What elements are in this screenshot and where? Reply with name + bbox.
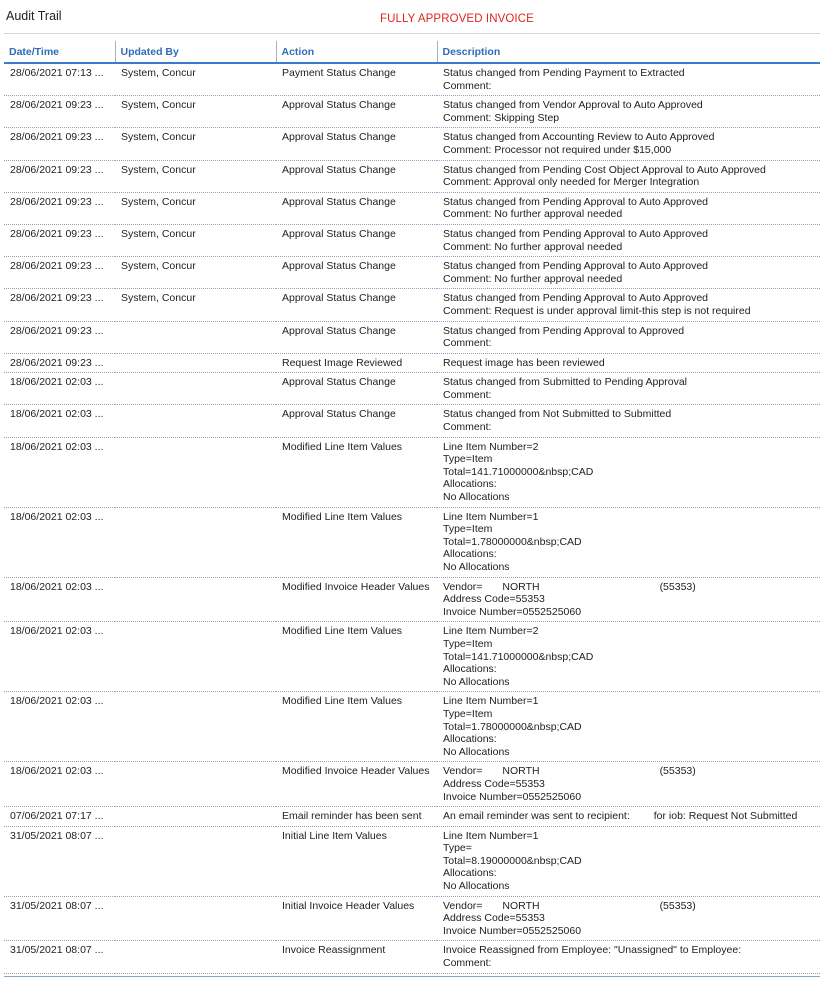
description-line: Address Code=55353 (443, 912, 545, 925)
description-line: Comment: (443, 421, 492, 434)
email-reminder-text: An email reminder was sent to recipient: (443, 810, 630, 823)
cell-description (437, 807, 820, 827)
description-line: Status changed from Pending Approval to Auto Approved (443, 292, 709, 305)
cell-description (437, 507, 820, 577)
cell-datetime: 31/05/2021 08:07 ... (4, 896, 115, 941)
column-header-description[interactable]: Description (437, 41, 820, 63)
cell-description (437, 373, 820, 405)
table-header-row (4, 41, 820, 63)
cell-updated-by (115, 507, 276, 577)
description-line: Status changed from Not Submitted to Submitted (443, 408, 672, 421)
cell-datetime: 18/06/2021 02:03 ... (4, 437, 115, 507)
cell-updated-by (115, 353, 276, 373)
description-line: Allocations: (443, 663, 497, 676)
cell-datetime: 18/06/2021 02:03 ... (4, 622, 115, 692)
vendor-label: Vendor= (443, 899, 483, 912)
cell-datetime: 28/06/2021 09:23 ... (4, 224, 115, 256)
cell-updated-by (115, 762, 276, 807)
description-line: Total=1.78000000&nbsp;CAD (443, 535, 582, 548)
audit-trail-table (4, 41, 820, 974)
cell-datetime: 28/06/2021 09:23 ... (4, 192, 115, 224)
cell-updated-by (115, 577, 276, 622)
cell-action: Modified Line Item Values (276, 437, 437, 507)
cell-action: Approval Status Change (276, 128, 437, 160)
table-row[interactable] (4, 507, 820, 577)
table-row[interactable] (4, 692, 820, 762)
cell-action: Approval Status Change (276, 96, 437, 128)
cell-description (437, 224, 820, 256)
vendor-label: Vendor= (443, 580, 483, 593)
cell-description (437, 96, 820, 128)
table-row[interactable] (4, 160, 820, 192)
description-line: Comment: Skipping Step (443, 111, 560, 124)
description-line: Line Item Number=1 (443, 695, 539, 708)
vendor-name: NORTH (502, 765, 540, 778)
cell-description (437, 405, 820, 437)
cell-datetime: 18/06/2021 02:03 ... (4, 692, 115, 762)
table-row[interactable] (4, 63, 820, 96)
table-row[interactable] (4, 321, 820, 353)
table-row[interactable] (4, 192, 820, 224)
description-line: Type= (443, 842, 472, 855)
cell-updated-by: System, Concur (115, 289, 276, 321)
description-line: Comment: (443, 388, 492, 401)
cell-action: Payment Status Change (276, 63, 437, 96)
description-line: Address Code=55353 (443, 777, 545, 790)
cell-action: Modified Invoice Header Values (276, 577, 437, 622)
cell-description (437, 577, 820, 622)
cell-description (437, 353, 820, 373)
cell-datetime: 31/05/2021 08:07 ... (4, 826, 115, 896)
cell-datetime: 28/06/2021 07:13 ... (4, 63, 115, 96)
cell-action: Invoice Reassignment (276, 941, 437, 973)
cell-action: Email reminder has been sent (276, 807, 437, 827)
cell-description (437, 321, 820, 353)
description-line: Status changed from Vendor Approval to Auto Approved (443, 99, 703, 112)
vendor-label: Vendor= (443, 765, 483, 778)
description-line: Comment: No further approval needed (443, 240, 623, 253)
cell-updated-by: System, Concur (115, 128, 276, 160)
cell-description (437, 160, 820, 192)
cell-updated-by (115, 826, 276, 896)
description-line: Allocations: (443, 478, 497, 491)
description-line: Request image has been reviewed (443, 356, 605, 369)
cell-action: Initial Line Item Values (276, 826, 437, 896)
table-row[interactable] (4, 257, 820, 289)
table-row[interactable] (4, 941, 820, 973)
cell-description (437, 192, 820, 224)
description-line: No Allocations (443, 491, 510, 504)
cell-updated-by (115, 321, 276, 353)
description-line: Status changed from Pending Approval to Auto Approved (443, 260, 709, 273)
cell-updated-by (115, 405, 276, 437)
description-line: No Allocations (443, 561, 510, 573)
cell-datetime: 28/06/2021 09:23 ... (4, 289, 115, 321)
cell-action: Initial Invoice Header Values (276, 896, 437, 941)
table-row[interactable] (4, 807, 820, 827)
table-row[interactable] (4, 577, 820, 622)
description-line: Status changed from Pending Payment to Extracted (443, 67, 685, 79)
cell-action: Approval Status Change (276, 321, 437, 353)
status-banner: FULLY APPROVED INVOICE (380, 13, 534, 25)
cell-updated-by (115, 807, 276, 827)
cell-updated-by (115, 941, 276, 973)
description-line: Total=8.19000000&nbsp;CAD (443, 854, 582, 867)
description-line: Status changed from Pending Approval to Approved (443, 324, 685, 337)
cell-datetime: 28/06/2021 09:23 ... (4, 353, 115, 373)
description-line: Comment: (443, 957, 492, 970)
column-header-datetime[interactable]: Date/Time (4, 41, 115, 63)
cell-action: Approval Status Change (276, 160, 437, 192)
table-row[interactable] (4, 353, 820, 373)
cell-updated-by: System, Concur (115, 224, 276, 256)
cell-updated-by (115, 437, 276, 507)
description-line: Status changed from Submitted to Pending Approval (443, 376, 687, 389)
description-line: Allocations: (443, 548, 497, 561)
description-line: Status changed from Pending Cost Object Approval to Auto Approved (443, 163, 766, 176)
cell-updated-by (115, 692, 276, 762)
description-line: Line Item Number=2 (443, 440, 539, 453)
description-line: Status changed from Pending Approval to Auto Approved (443, 227, 709, 240)
vendor-line (443, 581, 820, 594)
cell-action: Approval Status Change (276, 257, 437, 289)
cell-description (437, 128, 820, 160)
description-line: Total=141.71000000&nbsp;CAD (443, 465, 594, 478)
cell-description (437, 437, 820, 507)
vendor-code: (55353) (659, 765, 696, 778)
description-line: Type=Item (443, 523, 493, 536)
cell-datetime: 28/06/2021 09:23 ... (4, 257, 115, 289)
description-line: Comment: Processor not required under $15,000 (443, 143, 672, 156)
cell-description (437, 826, 820, 896)
description-line: Invoice Number=0552525060 (443, 924, 582, 937)
vendor-code: (55353) (659, 899, 696, 912)
cell-action: Request Image Reviewed (276, 353, 437, 373)
description-line: Type=Item (443, 453, 493, 466)
cell-description (437, 762, 820, 807)
vendor-name: NORTH (502, 580, 540, 593)
description-line: Address Code=55353 (443, 593, 545, 606)
cell-datetime: 18/06/2021 02:03 ... (4, 507, 115, 577)
cell-description (437, 692, 820, 762)
description-line: Total=141.71000000&nbsp;CAD (443, 650, 594, 663)
cell-description (437, 622, 820, 692)
cell-action: Approval Status Change (276, 405, 437, 437)
table-row[interactable] (4, 96, 820, 128)
description-line: Line Item Number=1 (443, 510, 539, 523)
cell-datetime: 28/06/2021 09:23 ... (4, 128, 115, 160)
cell-datetime: 18/06/2021 02:03 ... (4, 373, 115, 405)
cell-datetime: 28/06/2021 09:23 ... (4, 321, 115, 353)
page-title: Audit Trail (6, 9, 62, 23)
column-header-updated-by[interactable]: Updated By (115, 41, 276, 63)
vendor-code: (55353) (659, 580, 696, 593)
email-reminder-line (443, 810, 820, 823)
cell-updated-by: System, Concur (115, 192, 276, 224)
description-line: Comment: (443, 337, 492, 350)
table-row[interactable] (4, 896, 820, 941)
cell-updated-by: System, Concur (115, 160, 276, 192)
cell-action: Modified Line Item Values (276, 507, 437, 577)
cell-action: Modified Line Item Values (276, 622, 437, 692)
description-line: Line Item Number=2 (443, 625, 539, 638)
cell-datetime: 18/06/2021 02:03 ... (4, 405, 115, 437)
description-line: Comment: No further approval needed (443, 272, 623, 285)
table-row[interactable] (4, 128, 820, 160)
table-row[interactable] (4, 762, 820, 807)
description-line: Line Item Number=1 (443, 829, 539, 842)
description-line: Status changed from Accounting Review to Auto Approved (443, 131, 715, 144)
cell-updated-by (115, 373, 276, 405)
description-line: Total=1.78000000&nbsp;CAD (443, 720, 582, 733)
description-line: Status changed from Pending Approval to Auto Approved (443, 195, 709, 208)
cell-updated-by (115, 896, 276, 941)
description-line: Comment: Approval only needed for Merger Integration (443, 176, 700, 189)
cell-action: Approval Status Change (276, 224, 437, 256)
description-line: Invoice Reassigned from Employee: "Unassigned" to Employee: (443, 944, 742, 957)
vendor-line (443, 765, 820, 778)
cell-updated-by: System, Concur (115, 63, 276, 96)
cell-action: Modified Line Item Values (276, 692, 437, 762)
table-row[interactable] (4, 224, 820, 256)
description-line: Comment: Request is under approval limit-this step is not required (443, 304, 751, 317)
table-bottom-divider (4, 976, 820, 977)
description-line: No Allocations (443, 745, 510, 758)
header-divider (4, 33, 820, 34)
cell-description (437, 896, 820, 941)
description-line: Allocations: (443, 867, 497, 880)
vendor-name: NORTH (502, 899, 540, 912)
description-line: Invoice Number=0552525060 (443, 605, 582, 618)
description-line: No Allocations (443, 880, 510, 893)
cell-updated-by (115, 622, 276, 692)
cell-action: Approval Status Change (276, 289, 437, 321)
description-line: Invoice Number=0552525060 (443, 790, 582, 803)
description-line: Comment: (443, 79, 492, 92)
cell-description (437, 941, 820, 973)
email-reminder-job: for iob: Request Not Submitted (653, 810, 798, 823)
table-row[interactable] (4, 437, 820, 507)
description-line: Type=Item (443, 707, 493, 720)
description-line: Comment: No further approval needed (443, 208, 623, 221)
cell-datetime: 07/06/2021 07:17 ... (4, 807, 115, 827)
vendor-line (443, 900, 820, 913)
cell-datetime: 28/06/2021 09:23 ... (4, 160, 115, 192)
table-row[interactable] (4, 289, 820, 321)
table-row[interactable] (4, 405, 820, 437)
table-row[interactable] (4, 622, 820, 692)
cell-description (437, 257, 820, 289)
column-header-action[interactable]: Action (276, 41, 437, 63)
audit-trail-header (0, 0, 826, 30)
description-line: No Allocations (443, 675, 510, 688)
cell-updated-by: System, Concur (115, 96, 276, 128)
cell-updated-by: System, Concur (115, 257, 276, 289)
cell-action: Modified Invoice Header Values (276, 762, 437, 807)
cell-datetime: 18/06/2021 02:03 ... (4, 762, 115, 807)
cell-datetime: 18/06/2021 02:03 ... (4, 577, 115, 622)
cell-description (437, 289, 820, 321)
cell-action: Approval Status Change (276, 192, 437, 224)
cell-datetime: 31/05/2021 08:07 ... (4, 941, 115, 973)
description-line: Type=Item (443, 637, 493, 650)
table-row[interactable] (4, 373, 820, 405)
description-line: Allocations: (443, 733, 497, 746)
cell-action: Approval Status Change (276, 373, 437, 405)
table-row[interactable] (4, 826, 820, 896)
cell-description (437, 63, 820, 96)
cell-datetime: 28/06/2021 09:23 ... (4, 96, 115, 128)
